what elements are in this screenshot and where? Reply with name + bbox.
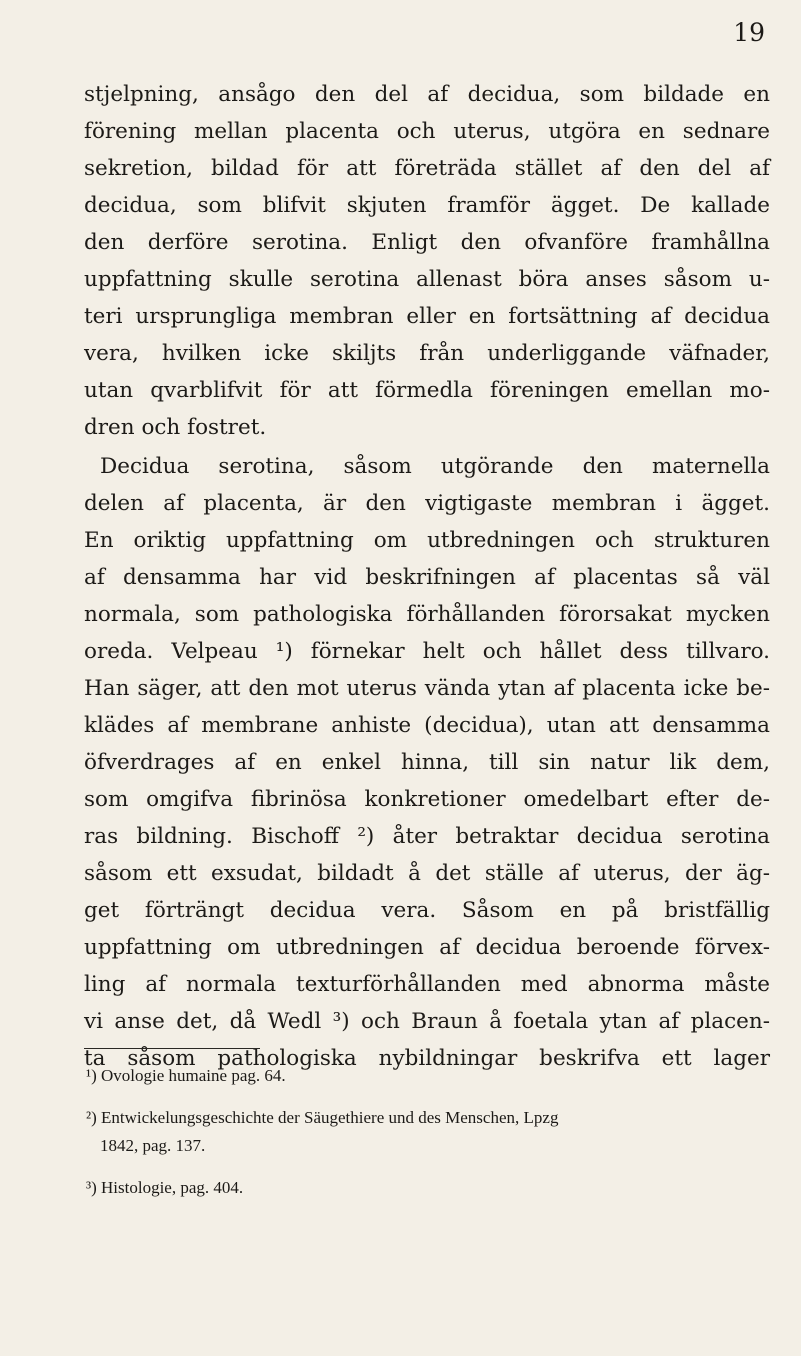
text-line: vera, hvilken icke skiljts från underliggande väfnader, [84, 341, 770, 366]
text-line: normala, som pathologiska förhållanden förorsakat mycken [84, 602, 770, 627]
text-line: såsom ett exsudat, bildadt å det ställe af uterus, der äg- [84, 861, 770, 886]
footnote-2: ²) Entwickelungsgeschichte der Säugethiere und des Menschen, Lpzg [86, 1108, 559, 1127]
text-line: teri ursprungliga membran eller en fortsättning af decidua [84, 304, 770, 329]
text-line: som omgifva fibrinösa konkretioner omedelbart efter de- [84, 787, 770, 812]
text-line: En oriktig uppfattning om utbredningen och strukturen [84, 528, 770, 553]
text-line: delen af placenta, är den vigtigaste membran i ägget. [84, 491, 770, 516]
text-line: förening mellan placenta och uterus, utgöra en sednare [84, 119, 770, 144]
text-line: decidua, som blifvit skjuten framför ägget. De kallade [84, 193, 770, 218]
text-line: den derföre serotina. Enligt den ofvanföre framhållna [84, 230, 770, 255]
text-line: Decidua serotina, såsom utgörande den maternella [100, 454, 770, 479]
text-line: ta såsom pathologiska nybildningar beskrifva ett lager [84, 1046, 770, 1071]
footnotes [86, 1062, 770, 1202]
text-line: öfverdrages af en enkel hinna, till sin natur lik dem, [84, 750, 770, 775]
footnote-1: ¹) Ovologie humaine pag. 64. [86, 1066, 286, 1085]
text-line: get förträngt decidua vera. Såsom en på bristfällig [84, 898, 770, 923]
text-line: vi anse det, då Wedl ³) och Braun å foetala ytan af placen- [84, 1009, 770, 1034]
text-line: ras bildning. Bischoff ²) åter betraktar decidua serotina [84, 824, 770, 849]
paragraph-1 [84, 76, 770, 446]
text-line: sekretion, bildad för att företräda stället af den del af [84, 156, 770, 181]
text-line: stjelpning, ansågo den del af decidua, som bildade en [84, 82, 770, 107]
footnote-divider [84, 1048, 260, 1049]
footnote-3: ³) Histologie, pag. 404. [86, 1178, 244, 1197]
text-line: uppfattning om utbredningen af decidua beroende förvex- [84, 935, 770, 960]
paragraph-2 [84, 448, 770, 1077]
footnote-2-continued: 1842, pag. 137. [100, 1136, 206, 1155]
text-line: ling af normala texturförhållanden med abnorma måste [84, 972, 770, 997]
text-line: utan qvarblifvit för att förmedla föreningen emellan mo- [84, 378, 770, 403]
text-line: uppfattning skulle serotina allenast böra anses såsom u- [84, 267, 770, 292]
text-line: dren och fostret. [84, 415, 267, 440]
text-line: klädes af membrane anhiste (decidua), utan att densamma [84, 713, 770, 738]
text-line: af densamma har vid beskrifningen af placentas så väl [84, 565, 770, 590]
text-line: oreda. Velpeau ¹) förnekar helt och hållet dess tillvaro. [84, 639, 770, 664]
text-line: Han säger, att den mot uterus vända ytan af placenta icke be- [84, 676, 770, 701]
page-number: 19 [733, 18, 765, 47]
